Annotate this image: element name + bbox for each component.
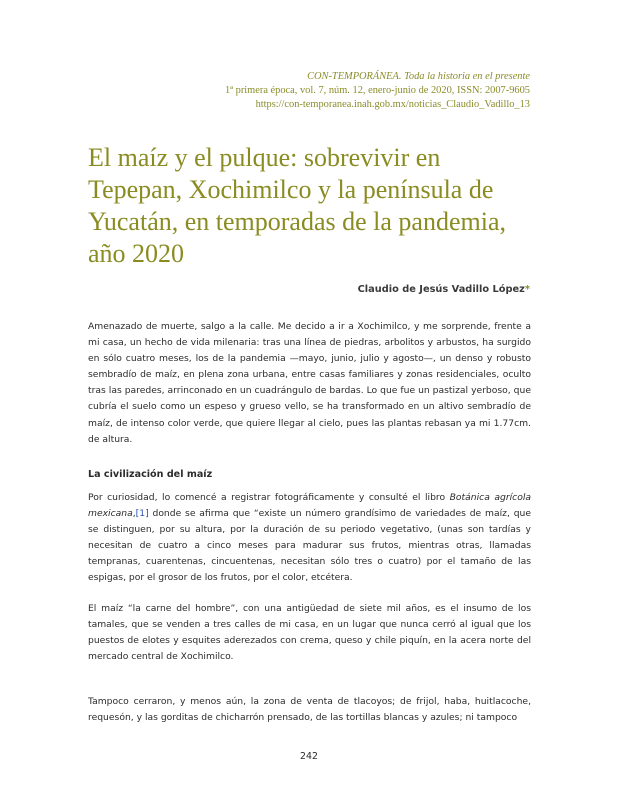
body-paragraph-2	[88, 490, 531, 587]
paragraph-2-intro: Por curiosidad, lo comencé a registrar fotográficamente y consulté el libro	[88, 492, 450, 503]
article-url[interactable]: https://con-temporanea.inah.gob.mx/noticias_Claudio_Vadillo_13	[255, 99, 530, 110]
paragraph-2-comma: ,	[132, 508, 136, 520]
issue-info: 1ª primera época, vol. 7, núm. 12, enero-junio de 2020, ISSN: 2007-9605	[224, 85, 530, 96]
author-footnote-mark[interactable]: *	[524, 284, 530, 295]
author-line	[358, 284, 530, 295]
body-paragraph-3: El maíz “la carne del hombre”, con una antigüedad de siete mil años, es el insumo de los tamales, que se venden a tres calles de mi casa, en un lugar que nunca cerró al igual que los puestos de elotes y esquites aderezados con crema, queso y chile piquín, en la acera norte del mercado central de Xochimilco.	[88, 603, 531, 663]
paragraph-2-rest: donde se afirma que “existe un número grandísimo de variedades de maíz, que se distinguen, por su altura, por la duración de su periodo vegetativo, (unas son tardías y necesitan de cuatro a cinco meses para madurar sus frutos, mientras otras, llamadas tempranas, cuarentenas, cincuentenas, necesitan sólo tres o cuatro) por el tamaño de las espigas, por el grosor de los frutos, por el color, etcétera.	[88, 508, 531, 584]
body-paragraph-1: Amenazado de muerte, salgo a la calle. Me decido a ir a Xochimilco, y me sorprende, frente a mi casa, un hecho de vida milenaria: tras una línea de piedras, arbolitos y arbustos, ha surgido en sólo cuatro meses, los de la pandemia —mayo, junio, julio y agosto—, un denso y robusto sembradío de maíz, en plena zona urbana, entre casas familiares y zonas residenciales, oculto tras las paredes, arrinconado en un cuadrángulo de bardas. Lo que fue un pastizal yerboso, que cubría el suelo como un espeso y grueso vello, se ha transformado en un altivo sembradío de maíz, de intenso color verde, que quiere llegar al cielo, pues las plantas rebasan ya mi 1.77cm. de altura.	[88, 321, 531, 445]
page-number: 242	[300, 751, 318, 762]
book-title: Botánica agrícola mexicana	[88, 492, 532, 520]
journal-name: CON-TEMPORÁNEA. Toda la historia en el presente	[307, 71, 530, 82]
journal-header	[225, 70, 530, 112]
author-name: Claudio de Jesús Vadillo López	[357, 284, 525, 295]
section-heading: La civilización del maíz	[88, 469, 213, 480]
body-paragraph-4: Tampoco cerraron, y menos aún, la zona de venta de tlacoyos; de frijol, haba, huitlacoche, requesón, y las gorditas de chicharrón prensado, de las tortillas blancas y azules; ni tampoco	[88, 696, 531, 724]
article-title: El maíz y el pulque: sobrevivir en Tepepan, Xochimilco y la península de Yucatán, en temporadas de la pandemia, año 2020	[88, 143, 506, 268]
footnote-link[interactable]: [1]	[135, 508, 149, 520]
